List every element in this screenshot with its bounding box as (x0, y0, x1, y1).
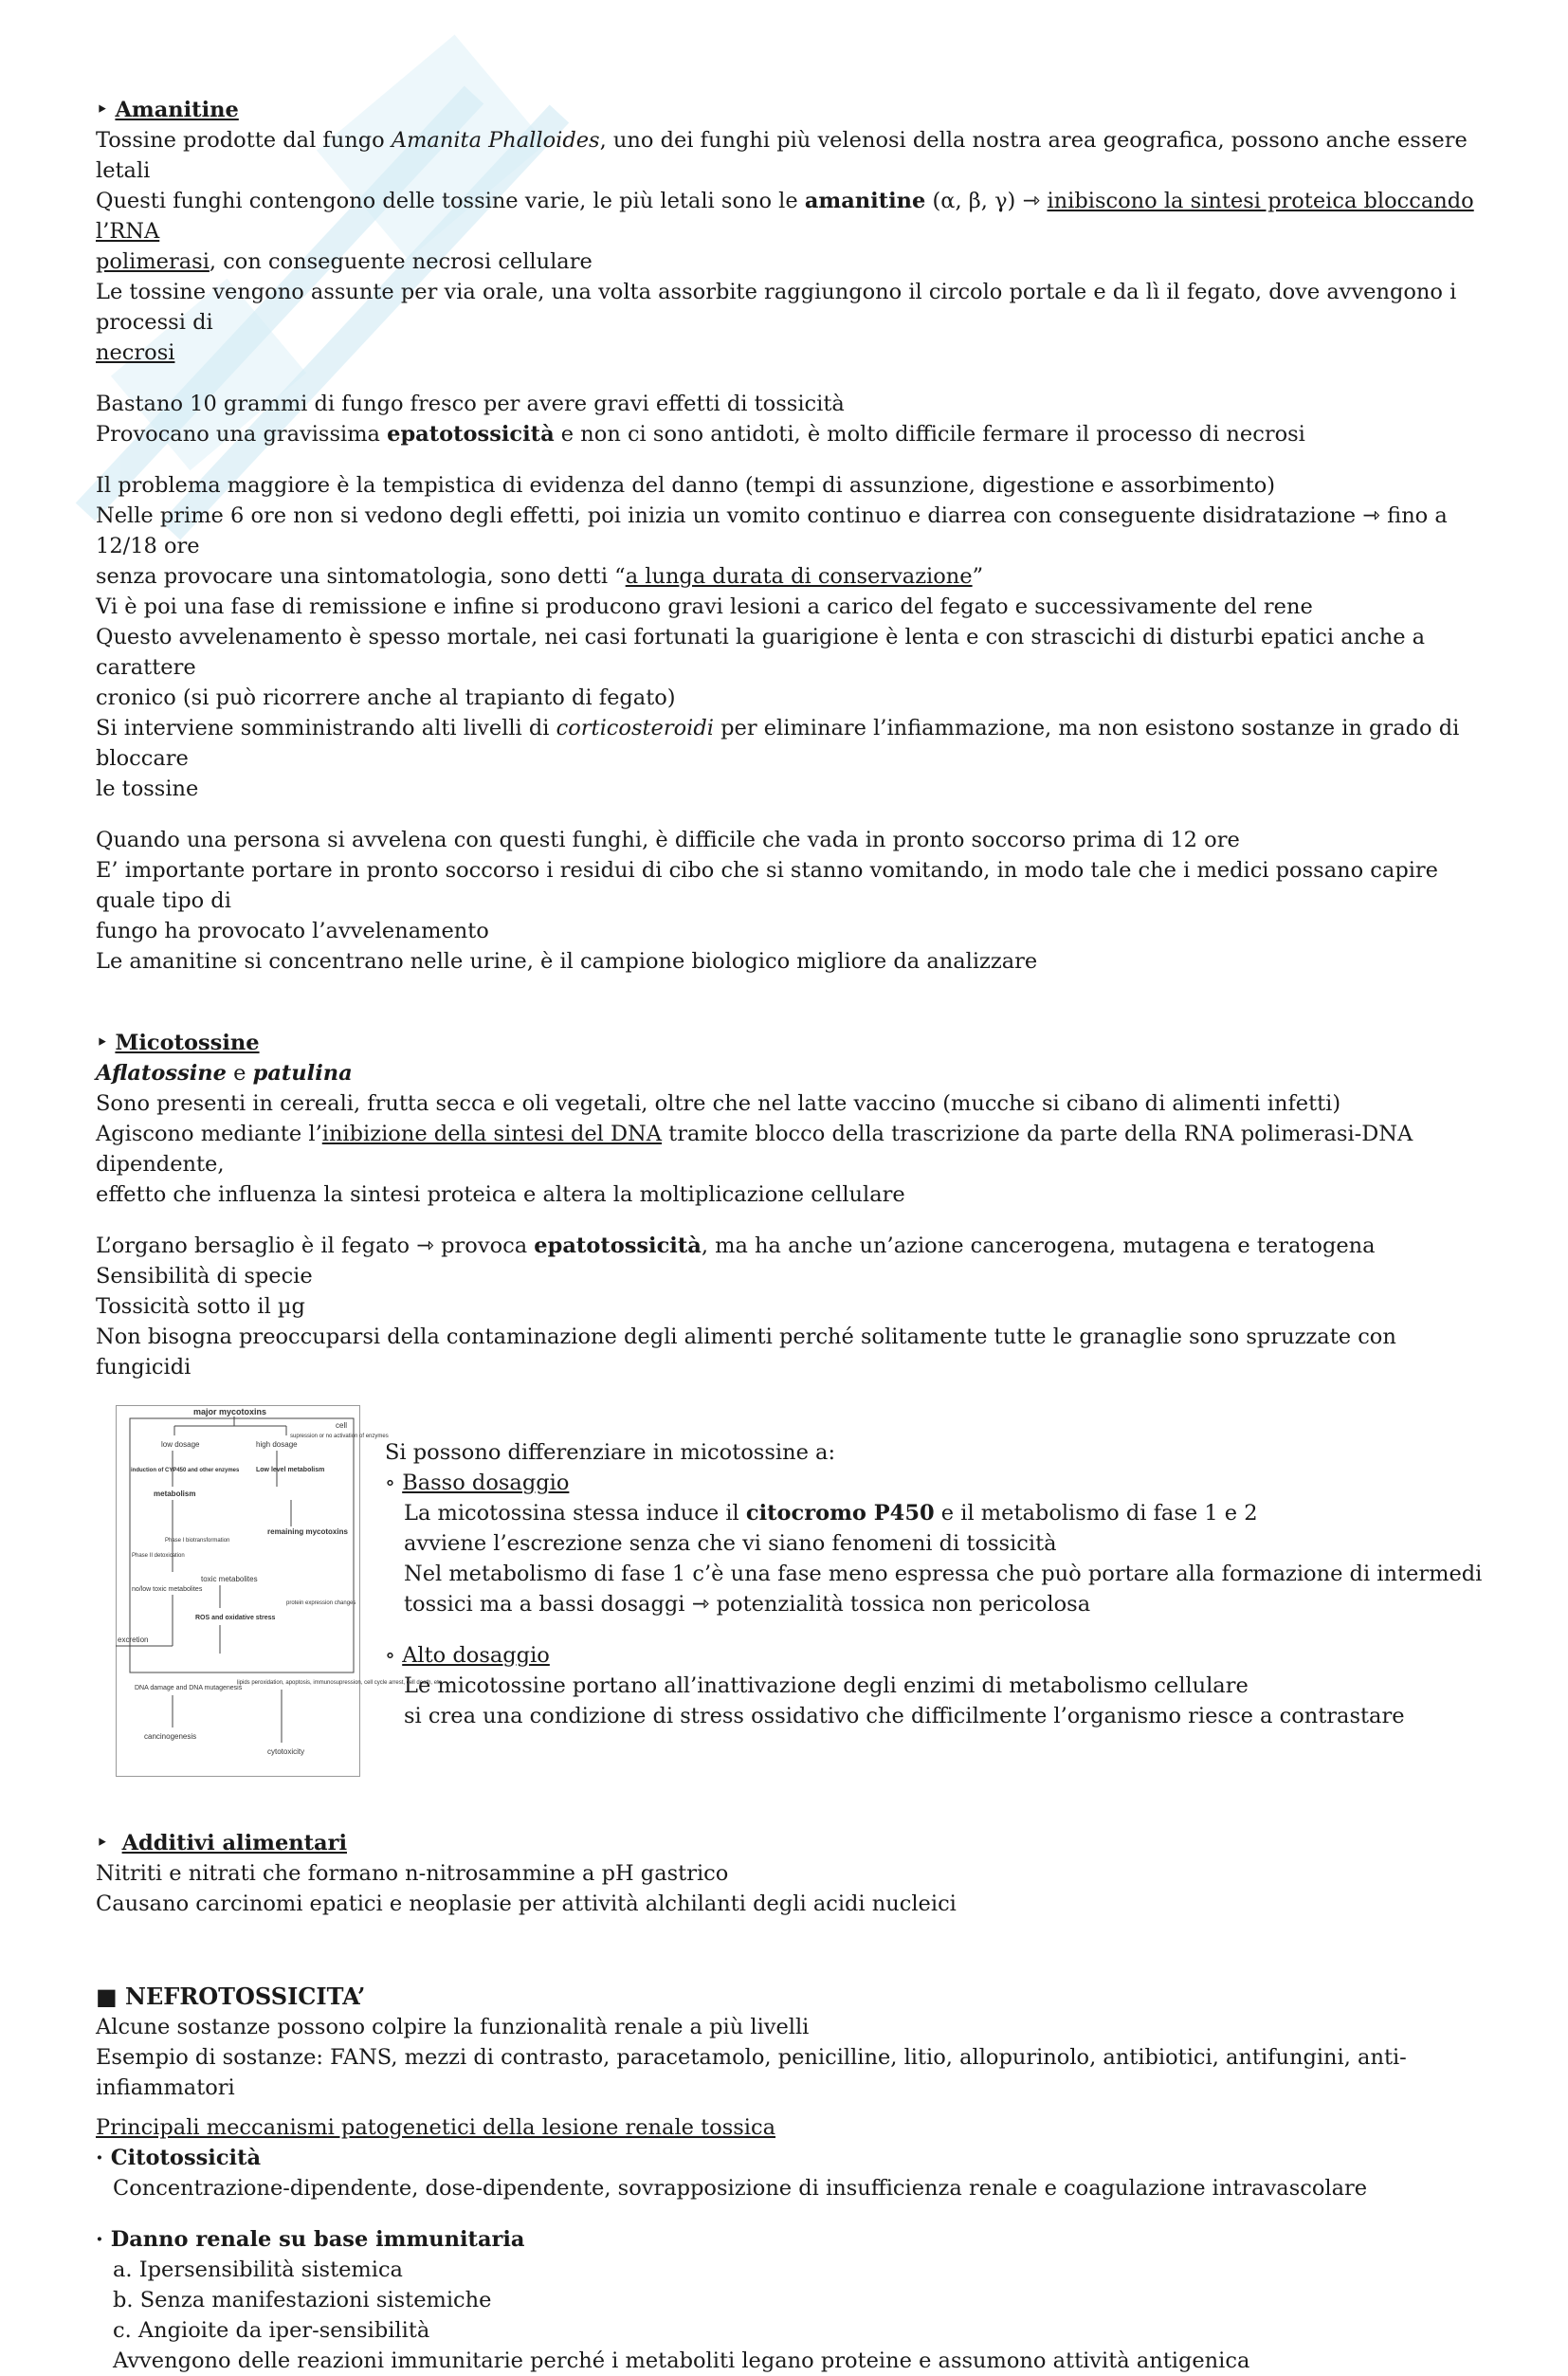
diagram-ros: ROS and oxidative stress (195, 1615, 276, 1621)
text-line: Questi funghi contengono delle tossine varie, le più letali sono le amanitine (α, β, γ) ⇾ inibiscono la sintesi proteica bloccando l’RNA (96, 189, 1474, 244)
text-line: Concentrazione-dipendente, dose-dipendente, sovrapposizione di insufficienza renale e coagulazione intravascolare (113, 2176, 1368, 2201)
diagram-cancer: cancinogenesis (144, 1732, 197, 1741)
text-line: Causano carcinomi epatici e neoplasie per attività alchilanti degli acidi nucleici (96, 1892, 957, 1916)
text-line: Alcune sostanze possono colpire la funzionalità renale a più livelli (96, 2015, 810, 2039)
text-line: L’organo bersaglio è il fegato ⇾ provoca epatotossicità, ma ha anche un’azione cancerogena, mutagena e teratogena (96, 1234, 1376, 1258)
text-line: polimerasi, con conseguente necrosi cellulare (96, 249, 593, 274)
diagram-low-level: Low level metabolism (256, 1467, 325, 1473)
text-line: Si possono differenziare in micotossine a: (385, 1440, 836, 1465)
diagram-phase1: Phase I biotransformation (165, 1538, 230, 1544)
text-line: La micotossina stessa induce il citocromo P450 e il metabolismo di fase 1 e 2 (404, 1501, 1258, 1526)
micotossine-heading: ‣ Micotossine (96, 1031, 260, 1055)
text-line: Sono presenti in cereali, frutta secca e oli vegetali, oltre che nel latte vaccino (mucche si cibano di alimenti infetti) (96, 1091, 1341, 1116)
diagram-protein: protein expression changes (286, 1600, 356, 1606)
text-line: Tossicità sotto il µg (96, 1294, 305, 1319)
diagram-dna: DNA damage and DNA mutagenesis (135, 1685, 243, 1691)
nefro-heading: ■ NEFROTOSSICITA’ (96, 1983, 366, 2010)
list-item: a. Ipersensibilità sistemica (113, 2257, 403, 2282)
diagram-nontoxic: no/low toxic metabolites (132, 1586, 203, 1593)
diagram-high: high dosage (256, 1440, 298, 1449)
text-line: senza provocare una sintomatologia, sono detti “a lunga durata di conservazione” (96, 564, 984, 589)
text-line: Si interviene somministrando alti livelli di corticosteroidi per eliminare l’infiammazione, ma non esistono sostanze in grado di bloccare (96, 716, 1460, 771)
text-line: Le micotossine portano all’inattivazione degli enzimi di metabolismo cellulare (404, 1673, 1249, 1698)
text-line: E’ importante portare in pronto soccorso i residui di cibo che si stanno vomitando, in modo tale che i medici possano capire quale tipo di (96, 858, 1438, 913)
text-line: si crea una condizione di stress ossidativo che difficilmente l’organismo riesce a contrastare (404, 1704, 1405, 1728)
text-line: Quando una persona si avvelena con questi funghi, è difficile che vada in pronto soccorso prima di 12 ore (96, 828, 1240, 852)
text-line: Agiscono mediante l’inibizione della sintesi del DNA tramite blocco della trascrizione da parte della RNA polimerasi-DNA dipendente, (96, 1122, 1413, 1177)
text-line: Le amanitine si concentrano nelle urine, è il campione biologico migliore da analizzare (96, 949, 1038, 974)
diagram-low: low dosage (161, 1440, 200, 1449)
text-line: tossici ma a bassi dosaggi ⇾ potenzialità tossica non pericolosa (404, 1592, 1091, 1617)
immunitaria-heading: · Danno renale su base immunitaria (96, 2227, 525, 2252)
diagram-remaining: remaining mycotoxins (267, 1527, 348, 1536)
text-line: Vi è poi una fase di remissione e infine si producono gravi lesioni a carico del fegato e successivamente del rene (96, 594, 1313, 619)
text-line: Questo avvelenamento è spesso mortale, nei casi fortunati la guarigione è lenta e con strascichi di disturbi epatici anche a carattere (96, 625, 1426, 680)
mycotoxin-diagram (116, 1405, 444, 1777)
figure-text (385, 1437, 1482, 1731)
text-line: Avvengono delle reazioni immunitarie perché i metaboliti legano proteine e assumono attività antigenica (113, 2349, 1250, 2373)
text-line: Provocano una gravissima epatotossicità e non ci sono antidoti, è molto difficile fermare il processo di necrosi (96, 422, 1305, 447)
diagram-toxic: toxic metabolites (201, 1575, 258, 1583)
text-line: Nelle prime 6 ore non si vedono degli effetti, poi inizia un vomito continuo e diarrea con conseguente disidratazione ⇾ fino a 12/18 ore (96, 503, 1448, 558)
diagram-cytotox: cytotoxicity (267, 1747, 305, 1756)
diagram-induction: induction of CYP450 and other enzymes (131, 1468, 240, 1473)
text-line: Le tossine vengono assunte per via orale, una volta assorbite raggiungono il circolo portale e da lì il fegato, dove avvengono i processi di (96, 280, 1457, 335)
micotossine-subheading: Aflatossine e patulina (96, 1061, 353, 1086)
diagram-top: major mycotoxins (193, 1407, 267, 1416)
basso-heading: ∘ Basso dosaggio (385, 1471, 570, 1495)
text-line: cronico (si può ricorrere anche al trapianto di fegato) (96, 685, 676, 710)
diagram-cell: cell (336, 1421, 348, 1430)
text-line: avviene l’escrezione senza che vi siano fenomeni di tossicità (404, 1531, 1057, 1556)
text-line: Nel metabolismo di fase 1 c’è una fase meno espressa che può portare alla formazione di intermedi (404, 1562, 1483, 1586)
diagram-excretion: excretion (118, 1636, 149, 1644)
text-line: necrosi (96, 340, 175, 365)
text-line: Nitriti e nitrati che formano n-nitrosammine a pH gastrico (96, 1861, 729, 1886)
text-line: Bastano 10 grammi di fungo fresco per avere gravi effetti di tossicità (96, 392, 845, 416)
list-item: c. Angioite da iper-sensibilità (113, 2318, 430, 2343)
text-line: fungo ha provocato l’avvelenamento (96, 919, 489, 943)
text-line: Tossine prodotte dal fungo Amanita Phalloides, uno dei funghi più velenosi della nostra area geografica, possono anche essere letali (96, 128, 1468, 183)
text-line: le tossine (96, 777, 199, 801)
text-line: Esempio di sostanze: FANS, mezzi di contrasto, paracetamolo, penicilline, litio, allopurinolo, antibiotici, antifungini, anti-infiammatori (96, 2045, 1407, 2100)
text-line: Non bisogna preoccuparsi della contaminazione degli alimenti perché solitamente tutte le granaglie sono spruzzate con fungicidi (96, 1325, 1396, 1380)
diagram-supression: supression or no activation of enzymes (290, 1434, 389, 1439)
diagram-metabolism: metabolism (154, 1490, 196, 1498)
citotossicita-heading: · Citotossicità (96, 2146, 262, 2170)
additivi-heading: ‣ Additivi alimentari (96, 1831, 347, 1855)
mechanisms-heading: Principali meccanismi patogenetici della lesione renale tossica (96, 2115, 776, 2140)
diagram-phase2: Phase II detoxication (132, 1553, 185, 1559)
list-item: b. Senza manifestazioni sistemiche (113, 2288, 492, 2312)
content (96, 95, 1489, 2376)
diagram-lipids: lipids peroxidation, apoptosis, immunosupression, cell cycle arrest, cell death, etc. (237, 1680, 444, 1686)
text-line: Il problema maggiore è la tempistica di evidenza del danno (tempi di assunzione, digestione e assorbimento) (96, 473, 1276, 498)
text-line: effetto che influenza la sintesi proteica e altera la moltiplicazione cellulare (96, 1182, 905, 1207)
text-line: Sensibilità di specie (96, 1264, 313, 1289)
alto-heading: ∘ Alto dosaggio (385, 1643, 550, 1668)
amanitine-heading: ‣ Amanitine (96, 98, 239, 122)
figure-row (96, 1405, 1489, 1777)
